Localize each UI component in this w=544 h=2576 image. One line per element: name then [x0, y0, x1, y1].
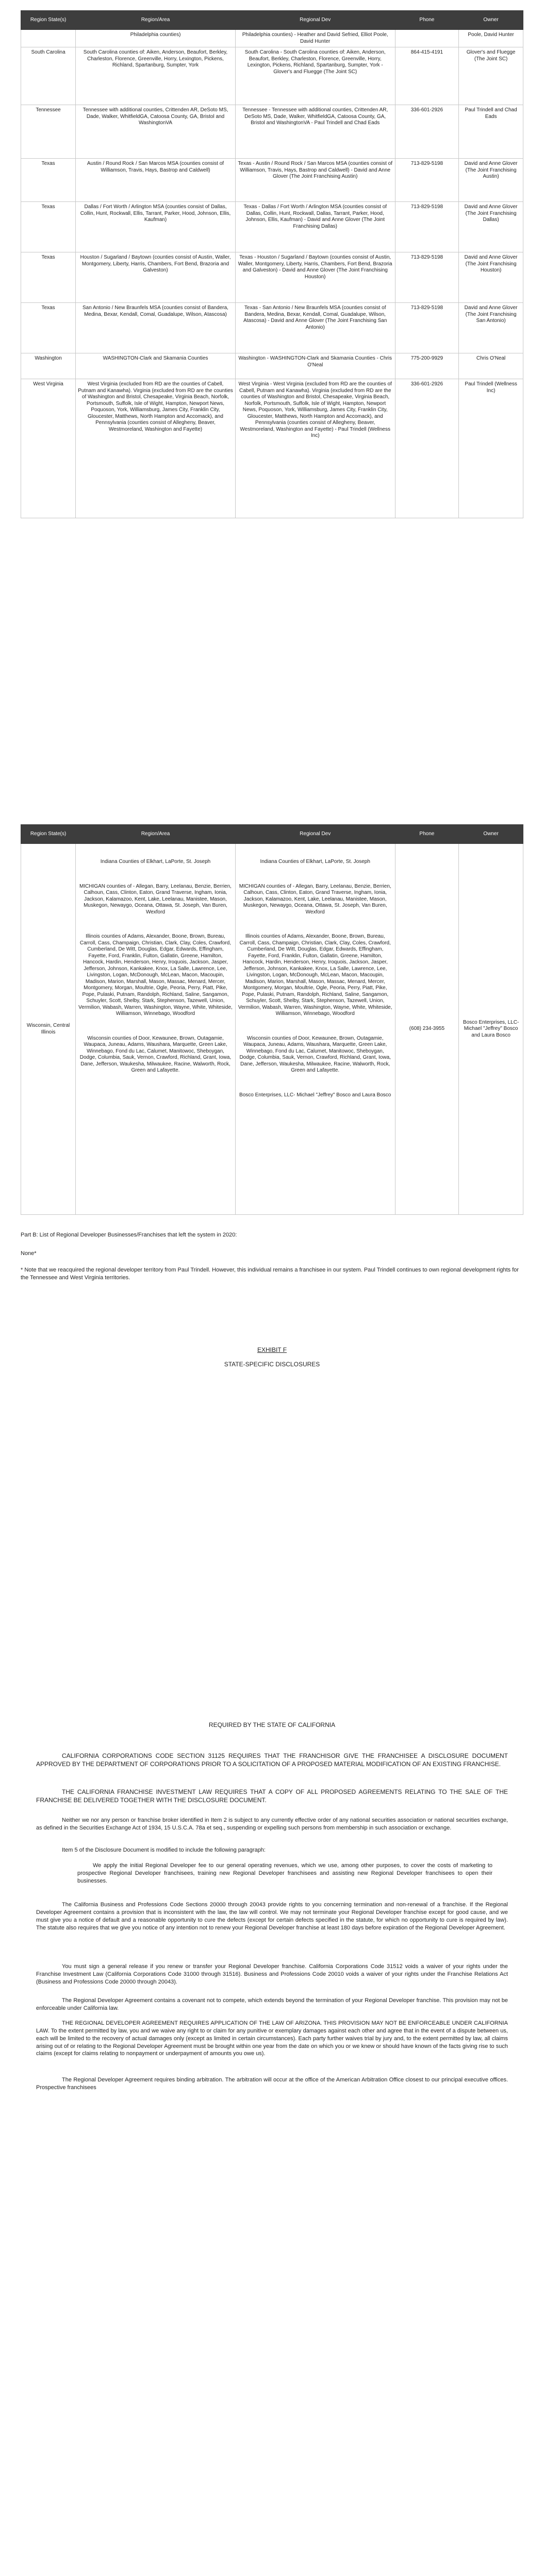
cell-area: Dallas / Fort Worth / Arlington MSA (counties consist of Dallas, Collin, Hunt, Rockwall, Ellis, Tarrant, Parker, Hood, Johnson, Ellis, Kaufman)	[76, 202, 236, 252]
cell-state: Texas	[21, 202, 76, 252]
cell-owner: Chris O'Neal	[459, 353, 523, 379]
cell-dev: Texas - Houston / Sugarland / Baytown (counties consist of Austin, Waller, Montgomery, Liberty, Harris, Chambers, Fort Bend, Brazoria and Galveston) - David and Anne Glover (The Joint Franchising Houston)	[235, 252, 395, 303]
header-region-area: Region/Area	[76, 825, 236, 844]
cell-phone: 713-829-5198	[395, 303, 459, 353]
header-phone: Phone	[395, 11, 459, 30]
dev-michigan: MICHIGAN counties of - Allegan, Barry, Leelanau, Benzie, Berrien, Calhoun, Cass, Clinton, Eaton, Grand Traverse, Ingham, Ionia, Jackson, Kalamazoo, Kent, Lake, Leelanau, Manistee, Mason, Muskegon, Newaygo, Oceana, Ottawa, St. Joseph, Van Buren, Wexford	[239, 883, 393, 915]
cell-owner: Bosco Enterprises, LLC- Michael "Jeffrey" Bosco and Laura Bosco	[459, 844, 523, 1215]
dev-indiana: Indiana Counties of Elkhart, LaPorte, St. Joseph	[260, 859, 370, 865]
cell-state: South Carolina	[21, 47, 76, 105]
cell-dev	[235, 844, 395, 1215]
cell-state	[21, 30, 76, 47]
header-region-states: Region State(s)	[21, 825, 76, 844]
area-michigan: MICHIGAN counties of - Allegan, Barry, Leelanau, Benzie, Berrien, Calhoun, Cass, Clinton, Eaton, Grand Traverse, Ingham, Ionia, Jackson, Kalamazoo, Kent, Lake, Leelanau, Manistee, Mason, Muskegon, Newaygo, Oceana, Ottawa, St. Joseph, Van Buren, Wexford	[79, 883, 233, 915]
cell-dev: West Virginia - West Virginia (excluded from RD are the counties of Cabell, Putnam and Kanawha). Virginia (excluded from RD are the counties of Washington and Bristol, Chesapeake, Virginia Beach, Norfolk, Portsmouth, Suffolk, Isle of Wight, Hampton, Newport News, Poquoson, York, Williamsburg, James City, Franklin City, Gloucester, Matthews, North Hampton and Accomack), and Pennsylvania (counties consist of Allegheny, Beaver, Westmoreland, Washington and Fayette) - Paul Trindell (Wellness Inc)	[235, 379, 395, 518]
cell-phone: 336-601-2926	[395, 105, 459, 159]
ca-para-8: The Regional Developer Agreement contains a covenant not to compete, which extends beyond the termination of your Regional Developer franchise. This provision may not be enforceable under California law.	[36, 1997, 508, 2011]
cell-dev: Tennessee - Tennessee with additional counties, Crittenden AR, DeSoto MS, Dade, Walker, WhitfieldGA, Catoosa County, GA, Bristol and WashingtonVA - Paul Trindell and Chad Eads	[235, 105, 395, 159]
ca-para-2: THE CALIFORNIA FRANCHISE INVESTMENT LAW REQUIRES THAT A COPY OF ALL PROPOSED AGREEMENTS RELATING TO THE SALE OF THE FRANCHISE BE DELIVERED TOGETHER WITH THE DISCLOSURE DOCUMENT.	[36, 1788, 508, 1804]
cell-area: West Virginia (excluded from RD are the counties of Cabell, Putnam and Kanawha). Virginia (excluded from RD are the counties of Washington and Bristol, Chesapeake, Virginia Beach, Norfolk, Portsmouth, Suffolk, Isle of Wight, Hampton, Newport News, Poquoson, York, Williamsburg, James City, Franklin City, Gloucester, Matthews, North Hampton and Accomack), and Pennsylvania (counties consist of Allegheny, Beaver, Westmoreland, Washington and Fayette)	[76, 379, 236, 518]
cell-area: Tennessee with additional counties, Crittenden AR, DeSoto MS, Dade, Walker, WhitfieldGA, Catoosa County, GA, Bristol and WashingtonVA	[76, 105, 236, 159]
header-region-states: Region State(s)	[21, 11, 76, 30]
cell-state: Washington	[21, 353, 76, 379]
ca-para-3: Neither we nor any person or franchise broker identified in Item 2 is subject to any currently effective order of any national securities association or national securities exchange, as defined in the Securities Exchange Act of 1934, 15 U.S.C.A. 78a et seq., suspending or expelling such persons from membership in such association or exchange.	[36, 1817, 508, 1831]
table-row	[21, 159, 523, 202]
ca-para-7: You must sign a general release if you renew or transfer your Regional Developer franchise. California Corporations Code 31512 voids a waiver of your rights under the Franchise Investment Law (California Corporations Code 31000 through 31516). Business and Professions Code 20010 voids a waiver of your rights under the Franchise Relations Act (Business and Professions Code 20000 through 20043).	[36, 1963, 508, 1985]
cell-phone: (608) 234-3955	[395, 844, 459, 1215]
ca-para-9: THE REGIONAL DEVELOPER AGREEMENT REQUIRES APPLICATION OF THE LAW OF ARIZONA. THIS PROVISION MAY NOT BE ENFORCEABLE UNDER CALIFORNIA LAW. To the extent permitted by law, you and we waive any right to or claim for any punitive or exemplary damages against each other and agree that in the event of a dispute between us, each will be limited to the recovery of actual damages only (except as limited in certain circumstances). Each party further waives trial by jury and, to the extent permitted by law, all claims arising out of or relating to the Regional Developer Agreement must be brought within one year from the date on which you or we knew or should have known of the facts giving rise to such claims (except for claims relating to nonpayment or underpayment of amounts you owe us).	[36, 2020, 508, 2057]
table-row	[21, 844, 523, 1215]
header-region-area: Region/Area	[76, 11, 236, 30]
table-row	[21, 202, 523, 252]
cell-phone: 864-415-4191	[395, 47, 459, 105]
cell-area	[76, 844, 236, 1215]
header-regional-dev: Regional Dev	[235, 825, 395, 844]
area-wisconsin: Wisconsin counties of Door, Kewaunee, Brown, Outagamie, Waupaca, Juneau, Adams, Waushara, Marquette, Green Lake, Winnebago, Fond du Lac, Calumet, Manitowoc, Sheboygan, Dodge, Columbia, Sauk, Vernon, Crawford, Richland, Grant, Iowa, Dane, Jefferson, Waukesha, Milwaukee, Racine, Walworth, Rock, Green and Lafayette.	[79, 1035, 233, 1073]
ca-para-4: Item 5 of the Disclosure Document is modified to include the following paragraph:	[62, 1847, 266, 1853]
ca-para-5: We apply the initial Regional Developer fee to our general operating revenues, which we use, among other purposes, to cover the costs of marketing to prospective Regional Developer franchisees, training new Regional Developer franchisees and assisting new Regional Developer franchisees to open their businesses.	[77, 1862, 492, 1884]
cell-area: Austin / Round Rock / San Marcos MSA (counties consist of Williamson, Travis, Hays, Bastrop and Caldwell)	[76, 159, 236, 202]
cell-owner: David and Anne Glover (The Joint Franchising Dallas)	[459, 202, 523, 252]
header-phone: Phone	[395, 825, 459, 844]
cell-phone: 713-829-5198	[395, 159, 459, 202]
cell-dev: South Carolina - South Carolina counties of: Aiken, Anderson, Beaufort, Berkley, Charleston, Florence, Greenville, Horry, Lexington, Pickens, Richland, Spartanburg, Sumpter, York - Glover's and Fluegge (The Joint SC)	[235, 47, 395, 105]
regional-developer-table-2	[21, 824, 523, 1215]
ca-para-10: The Regional Developer Agreement requires binding arbitration. The arbitration will occur at the office of the American Arbitration Office closest to our principal executive offices. Prospective franchisees	[36, 2077, 508, 2091]
cell-phone: 775-200-9929	[395, 353, 459, 379]
cell-dev: Philadelphia counties) - Heather and David Sefried, Elliot Poole, David Hunter	[235, 30, 395, 47]
cell-owner: Poole, David Hunter	[459, 30, 523, 47]
dev-illinois: Illinois counties of Adams, Alexander, Boone, Brown, Bureau, Carroll, Cass, Champaign, Christian, Clark, Clay, Coles, Crawford, Cumberland, De Witt, Douglas, Edgar, Edwards, Effingham, Fayette, Ford, Franklin, Fulton, Gallatin, Greene, Hamilton, Hancock, Hardin, Henderson, Henry, Iroquois, Jackson, Jasper, Jefferson, Johnson, Kankakee, Knox, La Salle, Lawrence, Lee, Livingston, Logan, McDonough, McLean, Macon, Macoupin, Madison, Marion, Marshall, Mason, Massac, Menard, Mercer, Montgomery, Morgan, Moultrie, Ogle, Peoria, Perry, Piatt, Pike, Pope, Pulaski, Putnam, Randolph, Richland, Saline, Sangamon, Schuyler, Scott, Shelby, Stark, Stephenson, Tazewell, Union, Vermilion, Wabash, Warren, Washington, Wayne, White, Whiteside, Williamson, Winnebago, Woodford	[238, 934, 394, 1016]
cell-area: San Antonio / New Braunfels MSA (counties consist of Bandera, Medina, Bexar, Kendall, Comal, Guadalupe, Wilson, Atascosa)	[76, 303, 236, 353]
table-row	[21, 30, 523, 47]
dev-wisconsin: Wisconsin counties of Door, Kewaunee, Brown, Outagamie, Waupaca, Juneau, Adams, Waushara, Marquette, Green Lake, Winnebago, Fond du Lac, Calumet, Manitowoc, Sheboygan, Dodge, Columbia, Sauk, Vernon, Crawford, Richland, Grant, Iowa, Dane, Jefferson, Waukesha, Milwaukee, Racine, Walworth, Rock, Green and Lafayette.	[239, 1035, 392, 1073]
header-regional-dev: Regional Dev	[235, 11, 395, 30]
table-header-row	[21, 11, 523, 30]
cell-dev: Washington - WASHINGTON-Clark and Skamania Counties - Chris O'Neal	[235, 353, 395, 379]
cell-dev: Texas - Austin / Round Rock / San Marcos MSA (counties consist of Williamson, Travis, Hays, Bastrop and Caldwell) - David and Anne Glover (The Joint Franchising Austin)	[235, 159, 395, 202]
table-header-row	[21, 825, 523, 844]
area-indiana: Indiana Counties of Elkhart, LaPorte, St. Joseph	[100, 859, 211, 865]
cell-area: Houston / Sugarland / Baytown (counties consist of Austin, Waller, Montgomery, Liberty, Harris, Chambers, Fort Bend, Brazoria and Galveston)	[76, 252, 236, 303]
cell-state: Tennessee	[21, 105, 76, 159]
cell-owner: David and Anne Glover (The Joint Franchising Austin)	[459, 159, 523, 202]
table-row	[21, 252, 523, 303]
ca-para-1: CALIFORNIA CORPORATIONS CODE SECTION 31125 REQUIRES THAT THE FRANCHISOR GIVE THE FRANCHISEE A DISCLOSURE DOCUMENT APPROVED BY THE DEPARTMENT OF CORPORATIONS PRIOR TO A SOLICITATION OF A PROPOSED MATERIAL MODIFICATION OF AN EXISTING FRANCHISE.	[36, 1752, 508, 1768]
ca-para-6: The California Business and Professions Code Sections 20000 through 20043 provide rights to you concerning termination and non-renewal of a franchise. If the Regional Developer Agreement contains a provision that is inconsistent with the law, the law will control. We may not terminate your Regional Developer franchise except for good cause, and we must give you a notice of default and a reasonable opportunity to cure the defects (except for certain defects specified in the statute, for which no opportunity to cure is required by law). The statute also requires that we give you notice of any intention not to renew your Regional Developer franchise at least 180 days before expiration of the Regional Developer Agreement.	[36, 1902, 508, 1931]
header-owner: Owner	[459, 825, 523, 844]
cell-owner: Paul Trindell and Chad Eads	[459, 105, 523, 159]
cell-phone: 713-829-5198	[395, 202, 459, 252]
cell-phone: 713-829-5198	[395, 252, 459, 303]
exhibit-title: EXHIBIT F	[257, 1346, 287, 1353]
cell-phone: 336-601-2926	[395, 379, 459, 518]
cell-state: Wisconsin, Central Illinois	[21, 844, 76, 1215]
table-row	[21, 303, 523, 353]
regional-developer-table-1	[21, 10, 523, 518]
cell-state: Texas	[21, 303, 76, 353]
cell-state: West Virginia	[21, 379, 76, 518]
cell-phone	[395, 30, 459, 47]
none-text: None*	[21, 1250, 37, 1257]
cell-area: WASHINGTON-Clark and Skamania Counties	[76, 353, 236, 379]
table-row	[21, 47, 523, 105]
cell-owner: Paul Trindell (Wellness Inc)	[459, 379, 523, 518]
cell-owner: David and Anne Glover (The Joint Franchising San Antonio)	[459, 303, 523, 353]
cell-state: Texas	[21, 159, 76, 202]
cell-dev: Texas - Dallas / Fort Worth / Arlington MSA (counties consist of Dallas, Collin, Hunt, Rockwall, Dallas, Tarrant, Parker, Hood, Johnson, Ellis, Kaufman) - David and Anne Glover (The Joint Franchising Dallas)	[235, 202, 395, 252]
cell-dev: Texas - San Antonio / New Braunfels MSA (counties consist of Bandera, Medina, Bexar, Kendall, Comal, Guadalupe, Wilson, Atascosa) - David and Anne Glover (The Joint Franchising San Antonio)	[235, 303, 395, 353]
table-row	[21, 353, 523, 379]
table-row	[21, 105, 523, 159]
cell-owner: David and Anne Glover (The Joint Franchising Houston)	[459, 252, 523, 303]
cell-owner: Glover's and Fluegge (The Joint SC)	[459, 47, 523, 105]
dev-owner: Bosco Enterprises, LLC- Michael "Jeffrey" Bosco and Laura Bosco	[239, 1092, 391, 1098]
cell-state: Texas	[21, 252, 76, 303]
footnote: * Note that we reacquired the regional developer territory from Paul Trindell. However, this individual remains a franchisee in our system. Paul Trindell continues to own regional development rights for the Tennessee and West Virginia territories.	[21, 1267, 519, 1281]
california-heading: REQUIRED BY THE STATE OF CALIFORNIA	[208, 1721, 336, 1728]
area-illinois: Illinois counties of Adams, Alexander, Boone, Brown, Bureau, Carroll, Cass, Champaign, Christian, Clark, Clay, Coles, Crawford, Cumberland, De Witt, Douglas, Edgar, Edwards, Effingham, Fayette, Ford, Franklin, Fulton, Gallatin, Greene, Hamilton, Hancock, Hardin, Henderson, Henry, Iroquois, Jackson, Jasper, Jefferson, Johnson, Kankakee, Knox, La Salle, Lawrence, Lee, Livingston, Logan, McDonough, McLean, Macon, Macoupin, Madison, Marion, Marshall, Mason, Massac, Menard, Mercer, Montgomery, Morgan, Moultrie, Ogle, Peoria, Perry, Piatt, Pike, Pope, Pulaski, Putnam, Randolph, Richland, Saline, Sangamon, Schuyler, Scott, Shelby, Stark, Stephenson, Tazewell, Union, Vermilion, Wabash, Warren, Washington, Wayne, White, Whiteside, Williamson, Winnebago, Woodford	[78, 934, 234, 1016]
part-b-heading: Part B: List of Regional Developer Businesses/Franchises that left the system in 2020:	[21, 1232, 237, 1238]
cell-area: South Carolina counties of: Aiken, Anderson, Beaufort, Berkley, Charleston, Florence, Greenville, Horry, Lexington, Pickens, Richland, Spartanburg, Sumpter, York	[76, 47, 236, 105]
table-row	[21, 379, 523, 518]
header-owner: Owner	[459, 11, 523, 30]
cell-area: Philadelphia counties)	[76, 30, 236, 47]
exhibit-subtitle: STATE-SPECIFIC DISCLOSURES	[224, 1361, 320, 1368]
